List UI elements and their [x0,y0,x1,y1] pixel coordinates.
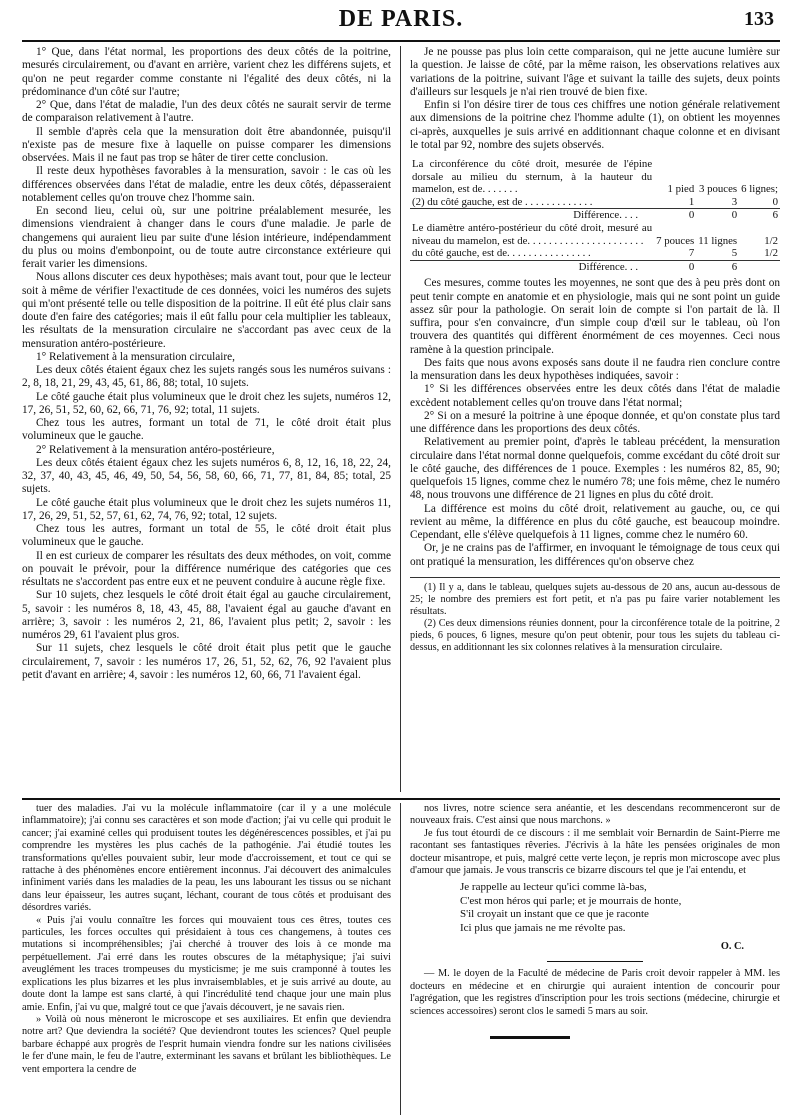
feuilleton [22,803,780,1115]
paragraph: Il en est curieux de comparer les résultats des deux méthodes, on voit, comme on pouvait le prévoir, pour la différence numérique des catégories que ces résultats ne s'accordent pas entre eux et ne peuvent conduire à aucune règle fixe. [22,549,391,588]
paragraph: 2° Si on a mesuré la poitrine à une époque donnée, et qu'on constate plus tard une différence dans les proportions des deux côtés. [410,409,780,436]
paragraph: « Puis j'ai voulu connaître les forces qui mouvaient tous ces êtres, toutes ces particules, les forces occultes qui présidaient à tous ces changemens, à toutes ces mutations si incompréhensibles; j'ai cherché à trouver des lois à ce monde ma perpétuellement. J'ai erré dans les routes obscures de la métaphysique; j'ai suivi aveuglément les traces trompeuses du mysticisme; je me suis cramponné à toutes les explications les plus bizarres et les plus invraisemblables, et je suis arrivé au doute, au doute dont la lampe est sans clarté, à qui l'incrédulité tend chaque jour une main plus amie. Enfin, j'ai vu que, malgré tout ce que j'avais découvert, je ne savais rien. [22,914,391,1013]
footnote: (1) Il y a, dans le tableau, quelques sujets au-dessous de 20 ans, aucun au-dessous de 25; le nombre des premiers est fort petit, et n'a pas pu faire varier notablement les résultats. [410,581,780,618]
value-cell: 7 [688,247,695,260]
paragraph: 1° Que, dans l'état normal, les proportions des deux côtés de la poitrine, mesurés circulairement, ou d'avant en arrière, varient chez les différens sujets, et qu'on ne peut regarder comme constante ni l'égalité des deux côtés, ni la prédominance d'un côté sur l'autre; [22,46,391,98]
paragraph: Nous allons discuter ces deux hypothèses; mais avant tout, pour que le lecteur soit à même de vérifier l'exactitude de ces données, voici les numéros des sujets qui m'ont présenté telle ou telle disposition de la poitrine. Il eût été plus clair sans doute d'en faire des catégories; mais il eût fallu pour cela multiplier les tableaux, les résultats de la mensuration circulaire ne s'accordant pas avec ceux de la mensuration antéro-postérieure. [22,271,391,350]
row-label: du côté gauche, est de. . . . . . . . . . . . . . . . [412,247,591,260]
value-cell: 0 [696,209,739,222]
paragraph: Il reste deux hypothèses favorables à la mensuration, savoir : le cas où les différences observées dans l'état de maladie, entre les deux côtés, dépasseraient notablement celles qu'on trouve chez l'homme sain. [22,165,391,204]
running-title: DE PARIS. [338,6,464,32]
verse [460,881,780,935]
paragraph: Ces mesures, comme toutes les moyennes, ne sont que des à peu près dont on peut tenir compte en anatomie et en physiologie, mais qui ne sont point un guide assez sûr pour la pathologie. On serait loin de compte si l'on partait de là. Il suffira, pour s'en convaincre, d'un simple coup d'œil sur le tableau, où l'on trouvera des quantités qui diffèrent énormément de ces moyennes. Ceci nous ramène à la question principale. [410,277,780,356]
value-cell: 1 [688,195,695,208]
announcement [410,968,780,1018]
table-row [410,260,780,273]
paragraph: 2° Que, dans l'état de maladie, l'un des deux côtés ne saurait servir de terme de comparaison relativement à l'autre. [22,99,391,125]
paragraph: Le côté gauche était plus volumineux que le droit chez les sujets numéros 11, 17, 26, 29, 51, 52, 57, 61, 62, 74, 76, 92; total, 12 sujets. [22,496,391,522]
value-cell: 3 [731,195,738,208]
value-cell: 1/2 [764,247,778,260]
paragraph: Sur 11 sujets, chez lesquels le côté droit était plus petit que le gauche circulairement, 7, savoir : les numéros 17, 26, 51, 52, 62, 76, 92 l'avaient plus petit d'avant en arrière; 4, savoir : les numéros 12, 60, 66, 71 l'avaient égal. [22,642,391,681]
page-header [22,0,780,42]
footnotes [410,577,780,655]
paragraph: Sur 10 sujets, chez lesquels le côté droit était égal au gauche circulairement, 5, savoir : les numéros 8, 18, 43, 45, 88, l'avaient égal au gauche d'avant en arrière; 3, savoir : les numéros 2, 21, 86, l'avaient plus petit; 2, savoir : les numéros 29, 61 l'avaient plus gros. [22,589,391,641]
verse-line: Ici plus que jamais ne me révolte pas. [460,921,626,934]
paragraph: Des faits que nous avons exposés sans doute il ne faudra rien conclure contre la mensuration dans les deux hypothèses indiquées, savoir : [410,356,780,383]
paragraph: Chez tous les autres, formant un total de 71, le côté droit était plus volumineux que le gauche. [22,417,391,443]
verse-line: C'est mon héros qui parle; et je mourrais de honte, [460,894,682,907]
value-cell [739,260,780,273]
table-row [410,247,780,260]
right-column [401,46,780,792]
end-rule [490,1036,570,1039]
paragraph: Le côté gauche était plus volumineux que le droit chez les sujets, numéros 12, 17, 26, 51, 52, 60, 62, 66, 71, 76, 92; total, 11 sujets. [22,390,391,416]
paragraph: tuer des maladies. J'ai vu la molécule inflammatoire (car il y a une molécule inflammatoire); j'ai connu ses caractères et son mode d'action; j'ai vu celle qui produit le cancer; j'ai examiné celles qui produisent toutes les dégénérescences possibles, et j'ai pu comprendre les mystères les plus cachés de la pathogénie. J'ai étudié toutes les transformations qu'elles pouvaient subir, leur mode d'accroissement, et tout ce qui se rattache à des phénomènes encore entièrement inconnus. J'ai découvert des animalcules infiniment variés dans les maladies de la peau, les uns labourant les tissus ou se nichant dans leur épaisseur, les autres suçant, léchant, courant de tous côtés et produisant des désordres variés. [22,803,391,914]
value-cell: 0 [654,209,696,222]
value-cell: 7 pouces [656,234,695,247]
value-cell: 11 lignes [698,234,738,247]
left-column [22,46,401,792]
paragraph: Enfin si l'on désire tirer de tous ces chiffres une notion générale relativement aux dimensions de la poitrine chez l'homme adulte (1), on obtient les moyennes ci-après, auxquelles je suis arrivé en additionnant chaque colonne et en divisant le total par 92, nombre des sujets observés. [410,99,780,151]
value-cell: 6 [739,209,780,222]
paragraph: Chez tous les autres, formant un total de 55, le côté droit était plus volumineux que le gauche. [22,523,391,549]
value-cell: 0 [772,195,778,208]
table-row [410,222,780,247]
value-cell: 0 [654,260,696,273]
announcement-text: — M. le doyen de la Faculté de médecine de Paris croit devoir rappeler à MM. les docteurs en médecine et en chirurgie qui auraient intention de concourir pour l'agrégation, que les registres d'inscription pour les trois sections (médecine, chirurgie et sciences accessoires) seront clos le samedi 5 mars au soir. [410,968,780,1017]
paragraph: Je ne pousse pas plus loin cette comparaison, qui ne jette aucune lumière sur la question. Je laisse de côté, par la même raison, les observations relatives aux variations de la poitrine, suivant l'âge et suivant la taille des sujets, deux points d'ailleurs sur lesquels je n'ai rien trouvé de bien fixe. [410,46,780,98]
row-label: La circonférence du côté droit, mesurée de l'épine dorsale au milieu du sternum, à la hauteur du mamelon, est de. . . . . . . [412,158,653,196]
paragraph: Je fus tout étourdi de ce discours : il me semblait voir Bernardin de Saint-Pierre me racontant ses fantastiques rêveries. J'écrivis à la hâte les pensées originales de mon docteur misantrope, et puis, malgré cette verte leçon, je repris mon microscope avec plus d'amour que jamais. Je vous transcris ce bizarre discours tel que je l'ai entendu, et [410,827,780,877]
paragraph: En second lieu, celui où, sur une poitrine préalablement mesurée, les dimensions viendraient à changer dans le cours d'une maladie. Je parle de changemens qui auraient lieu par suite d'une lésion intérieure, indépendamment du plus ou moins d'embonpoint, ou de toute autre circonstance extérieure qui ferait varier les dimensions. [22,205,391,270]
paragraph: 1° Si les différences observées entre les deux côtés dans l'état de maladie excèdent notablement celles qu'on trouve dans l'état normal; [410,383,780,409]
paragraph: nos livres, notre science sera anéantie, et les descendans recommenceront sur de nouveaux frais. C'est ainsi que nous marchons. » [410,803,780,827]
paragraph: La différence est moins du côté droit, relativement au gauche, ou, ce qui revient au même, la différence en plus du côté gauche, est beaucoup moindre. Cependant, elle s'élève quelquefois à 11 lignes, comme chez le numéro 60. [410,502,780,542]
row-label: (2) du côté gauche, est de . . . . . . . . . . . . . [412,195,593,208]
difference-label: Différence. . . . [410,209,654,222]
feuilleton-left-column [22,803,401,1115]
value-cell: 6 [696,260,739,273]
paragraph: Relativement au premier point, d'après le tableau précédent, la mensuration circulaire dans l'état normal donne quelquefois, comme excédant du côté droit sur le côté gauche, des différences de 1 pouce. Exemples : les numéros 82, 85, 90; quelquefois 15 lignes, comme chez le numéro 78; une fois même, chez le numéro 48, nous trouvons une différence de 21 lignes en plus du côté droit. [410,436,780,502]
table-row [410,209,780,222]
verse-line: S'il croyait un instant que ce que je raconte [460,908,649,921]
value-cell: 3 pouces [699,183,738,196]
measurement-table [410,158,780,273]
paragraph: Les deux côtés étaient égaux chez les sujets numéros 6, 8, 12, 16, 18, 22, 24, 32, 37, 40, 43, 45, 46, 49, 50, 54, 56, 58, 60, 66, 71, 77, 81, 84, 85; total, 25 sujets. [22,456,391,496]
value-cell: 5 [731,247,738,260]
divider [547,961,643,962]
verse-line: Je rappelle au lecteur qu'ici comme là-bas, [460,881,647,894]
value-cell: 6 lignes; [741,183,778,196]
page-number: 133 [744,8,774,30]
value-cell: 1 pied [667,183,695,196]
difference-label: Différence. . . [410,260,654,273]
table-row [410,196,780,209]
paragraph: 2° Relativement à la mensuration antéro-postérieure, [36,443,275,456]
footnote: (2) Ces deux dimensions réunies donnent, pour la circonférence totale de la poitrine, 2 pieds, 6 pouces, 6 lignes, mesure qu'on peut obtenir, pour tous les sujets du tableau ci-dessus, en additionnant les six colonnes relatives à la mensuration circulaire. [410,618,780,654]
signature: O. C. [720,941,744,953]
value-cell: 1/2 [764,234,778,247]
paragraph: » Voilà où nous mèneront le microscope et ses auxiliaires. Et enfin que deviendra notre art? Que deviendra la société? Que deviendront toutes les sciences? Quel peuple barbare échappé aux progrès de l'esprit humain viendra fondre sur les nations civilisées le fer d'une main, le feu de l'autre, exterminant les savans et brûlant les bibliothèques. Le vent emportera la cendre de [22,1013,391,1075]
table-row [410,158,780,196]
section-divider [22,798,780,800]
row-label: Le diamètre antéro-postérieur du côté droit, mesuré au niveau du mamelon, est de. . . . . . . . . . . . . . . . . . . . . . [412,221,653,247]
paragraph: Il semble d'après cela que la mensuration doit être abandonnée, puisqu'il n'existe pas de mesure fixe à laquelle on puisse comparer les dimensions observées. Mais il ne faut pas trop se hâter de tirer cette conclusion. [22,125,391,164]
paragraph: Les deux côtés étaient égaux chez les sujets rangés sous les numéros suivans : 2, 8, 18, 21, 29, 43, 45, 61, 86, 88; total, 10 sujets. [22,364,391,390]
upper-article [22,46,780,792]
feuilleton-right-column [401,803,780,1115]
paragraph: 1° Relativement à la mensuration circulaire, [36,350,235,363]
paragraph: Or, je ne crains pas de l'affirmer, en invoquant le témoignage de tous ceux qui ont pratiqué la mensuration, les différences qu'on observe chez [410,542,780,568]
